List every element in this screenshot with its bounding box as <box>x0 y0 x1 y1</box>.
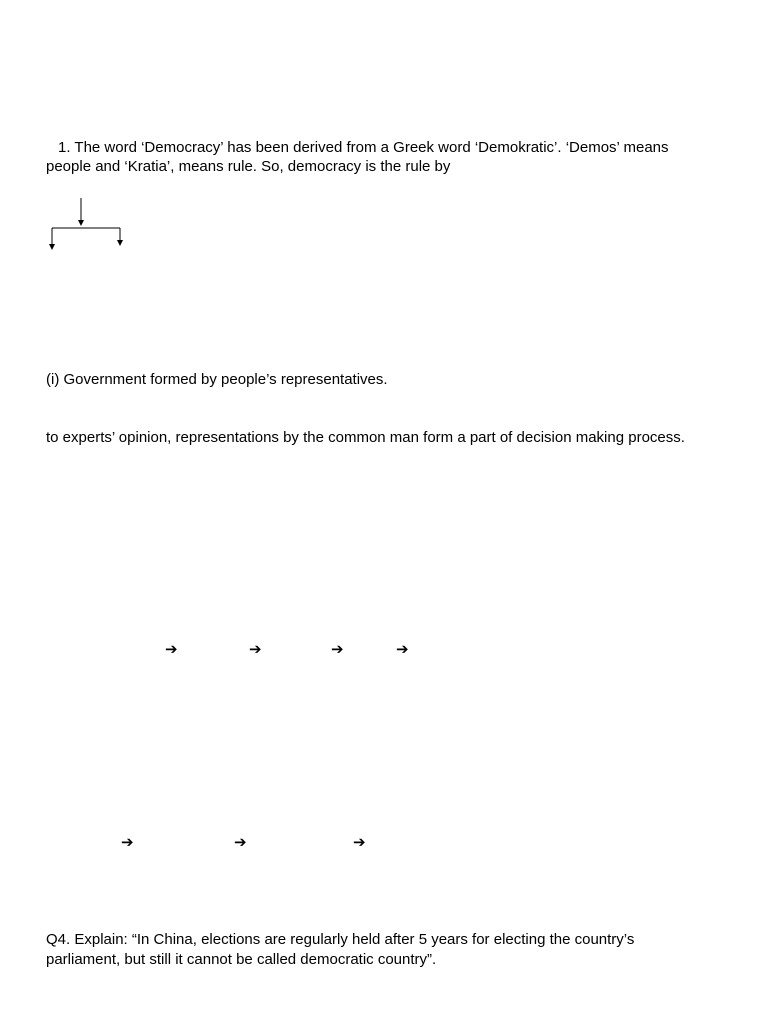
right-arrow-icon: ➔ <box>331 640 344 658</box>
experts-opinion-text: to experts’ opinion, representations by the common man form a part of decision making process. <box>46 429 685 446</box>
question-1-line-2: people and ‘Kratia’, means rule. So, democracy is the rule by <box>46 158 451 175</box>
point-i-text: (i) Government formed by people’s representatives. <box>46 371 388 388</box>
branch-arrow-diagram <box>40 190 140 255</box>
right-arrow-icon: ➔ <box>249 640 262 658</box>
right-arrow-icon: ➔ <box>165 640 178 658</box>
right-arrow-icon: ➔ <box>396 640 409 658</box>
right-arrow-icon: ➔ <box>234 833 247 851</box>
right-arrow-icon: ➔ <box>353 833 366 851</box>
question-4-line-1: Q4. Explain: “In China, elections are regularly held after 5 years for electing the country’s <box>46 931 635 948</box>
diagram-left-arrowhead <box>49 244 55 250</box>
right-arrow-icon: ➔ <box>121 833 134 851</box>
question-1-line-1: 1. The word ‘Democracy’ has been derived from a Greek word ‘Demokratic’. ‘Demos’ means <box>58 139 669 156</box>
diagram-stem-arrowhead <box>78 220 84 226</box>
question-4-line-2: parliament, but still it cannot be called democratic country”. <box>46 951 437 968</box>
diagram-right-arrowhead <box>117 240 123 246</box>
